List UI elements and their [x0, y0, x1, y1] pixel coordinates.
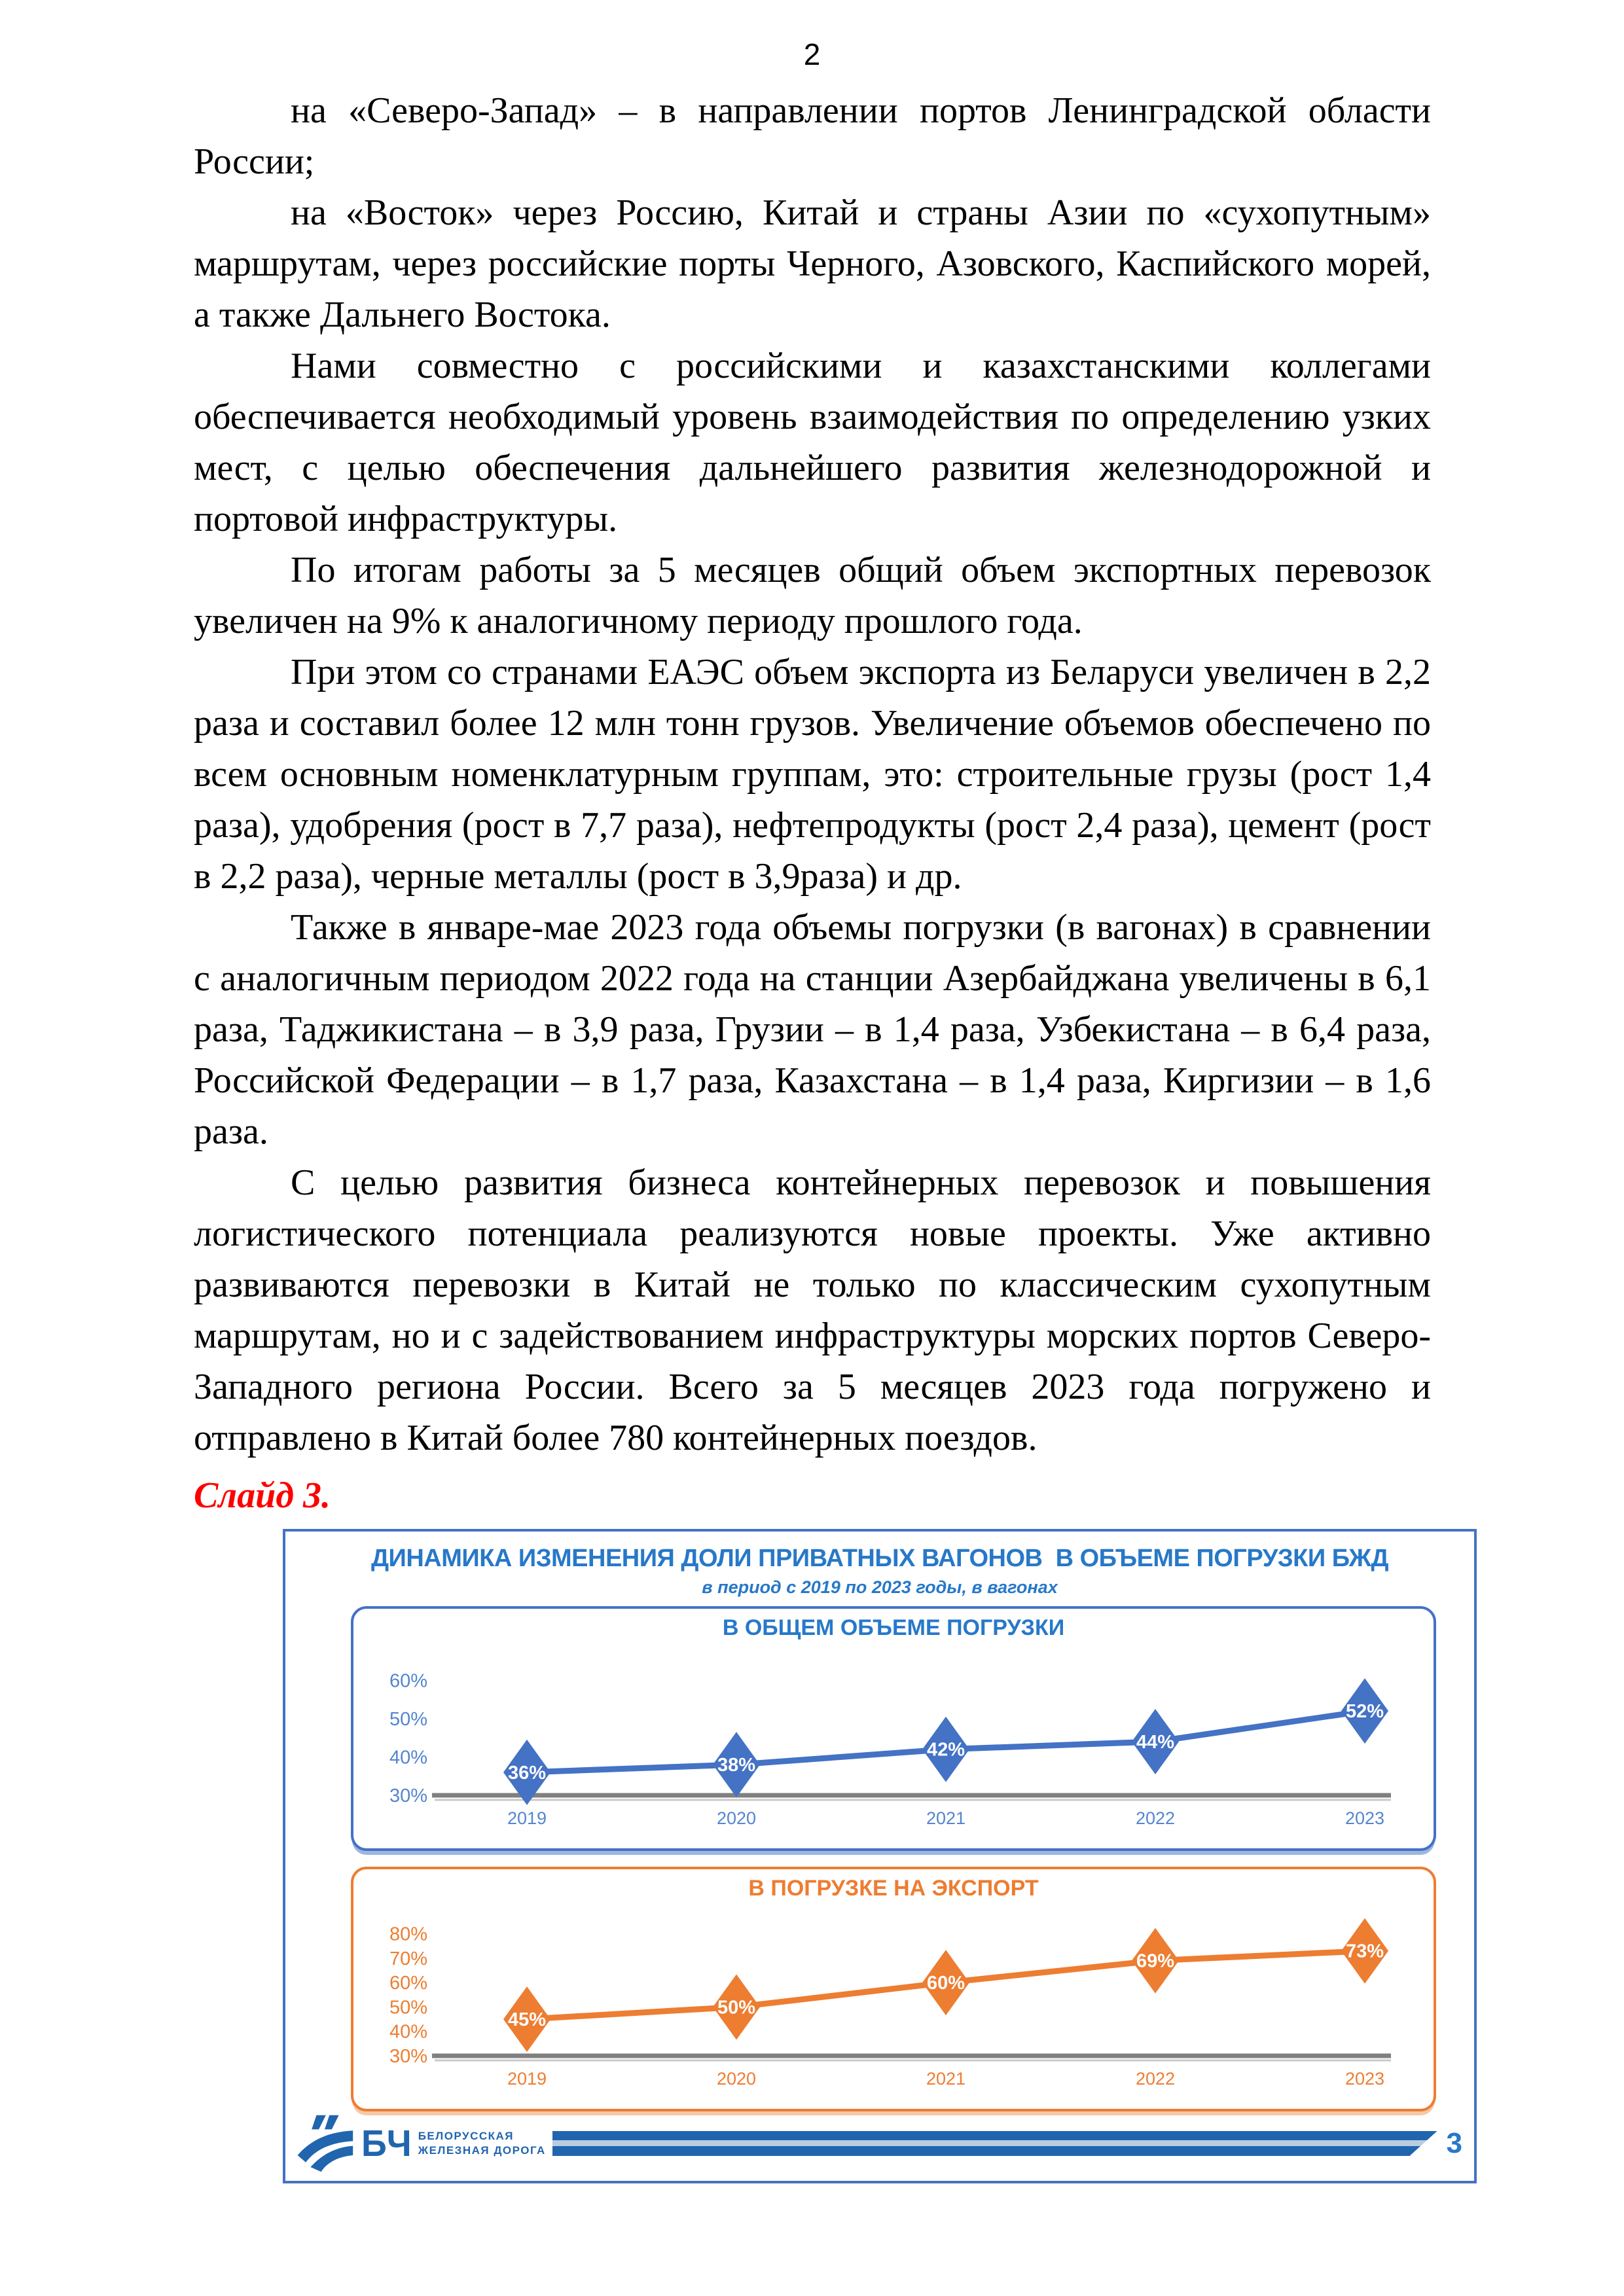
- footer-stripe-bar: [552, 2131, 1437, 2156]
- svg-text:2020: 2020: [716, 2069, 757, 2089]
- line-chart-export-loading: [370, 1902, 1417, 2098]
- svg-text:40%: 40%: [389, 2021, 427, 2043]
- slide-footer: [293, 2114, 1462, 2173]
- page-number: 2: [803, 37, 821, 71]
- svg-text:30%: 30%: [389, 1785, 427, 1806]
- slide-subtitle: в период с 2019 по 2023 годы, в вагонах: [702, 1577, 1058, 1597]
- bzd-logo-line2: ЖЕЛЕЗНАЯ ДОРОГА: [418, 2144, 546, 2157]
- bzd-logo-text: [418, 2129, 546, 2158]
- paragraph: Нами совместно с российскими и казахстанскими коллегами обеспечивается необходимый уровень взаимодействия по определению узких мест, с целью обеспечения дальнейшего развития железнодорожной и портовой инфраструктуры.: [194, 346, 1431, 539]
- bzd-logo-line1: БЕЛОРУССКАЯ: [418, 2130, 514, 2142]
- bzd-logo: [293, 2114, 546, 2173]
- svg-text:2019: 2019: [507, 1808, 547, 1828]
- paragraph: С целью развития бизнеса контейнерных перевозок и повышения логистического потенциала реализуются новые проекты. Уже активно развиваются перевозки в Китай не только по классическим сухопутным маршрутам, но и с задействованием инфраструктуры морских портов Северо-Западного региона России. Всего за 5 месяцев 2023 года погружено и отправлено в Китай более 780 контейнерных поездов.: [194, 1162, 1431, 1458]
- svg-text:2023: 2023: [1344, 2069, 1385, 2089]
- slide-page-number: 3: [1446, 2127, 1462, 2159]
- paragraph: По итогам работы за 5 месяцев общий объем экспортных перевозок увеличен на 9% к аналогичному периоду прошлого года.: [194, 550, 1431, 641]
- slide-title: ДИНАМИКА ИЗМЕНЕНИЯ ДОЛИ ПРИВАТНЫХ ВАГОНОВ В ОБЪЕМЕ ПОГРУЗКИ БЖД: [370, 1545, 1389, 1572]
- line-chart-total-loading: [370, 1641, 1417, 1838]
- svg-text:60%: 60%: [926, 1973, 965, 1994]
- bzd-logo-mark-icon: [293, 2114, 356, 2173]
- paragraph: При этом со странами ЕАЭС объем экспорта из Беларуси увеличен в 2,2 раза и составил более 12 млн тонн грузов. Увеличение объемов обеспечено по всем основным номенклатурным группам, это: строительные грузы (рост 1,4 раза), удобрения (рост в 7,7 раза), нефтепродукты (рост 2,4 раза), цемент (рост в 2,2 раза), черные металлы (рост в 3,9раза) и др.: [194, 652, 1431, 897]
- paragraph: на «Северо-Запад» – в направлении портов Ленинградской области России;: [194, 90, 1431, 182]
- document-body: [194, 85, 1431, 1463]
- svg-text:80%: 80%: [389, 1924, 427, 1945]
- bzd-logo-abbr: БЧ: [361, 2123, 413, 2164]
- svg-text:38%: 38%: [717, 1755, 756, 1776]
- svg-text:69%: 69%: [1136, 1950, 1175, 1972]
- chart-title: В ПОГРУЗКЕ НА ЭКСПОРТ: [748, 1876, 1039, 1901]
- chart-panel-total-loading: [351, 1606, 1436, 1851]
- svg-text:60%: 60%: [389, 1973, 427, 1994]
- svg-text:2022: 2022: [1135, 2069, 1176, 2089]
- svg-text:70%: 70%: [389, 1948, 427, 1969]
- chart-panel-export-loading: [351, 1867, 1436, 2111]
- svg-text:45%: 45%: [507, 2009, 547, 2031]
- chart-title: В ОБЩЕМ ОБЪЕМЕ ПОГРУЗКИ: [722, 1615, 1065, 1640]
- svg-text:40%: 40%: [389, 1747, 427, 1768]
- svg-text:2023: 2023: [1344, 1808, 1385, 1828]
- svg-text:50%: 50%: [717, 1997, 756, 2018]
- embedded-slide: [283, 1529, 1477, 2183]
- svg-text:60%: 60%: [389, 1670, 427, 1692]
- svg-text:2022: 2022: [1135, 1808, 1176, 1828]
- svg-text:42%: 42%: [926, 1739, 965, 1761]
- svg-text:36%: 36%: [507, 1762, 547, 1784]
- svg-text:50%: 50%: [389, 1997, 427, 2018]
- svg-text:2021: 2021: [926, 1808, 966, 1828]
- svg-text:2020: 2020: [716, 1808, 757, 1828]
- svg-text:2021: 2021: [926, 2069, 966, 2089]
- paragraph: на «Восток» через Россию, Китай и страны Азии по «сухопутным» маршрутам, через российские порты Черного, Азовского, Каспийского морей, а также Дальнего Востока.: [194, 192, 1431, 335]
- slide-label: Слайд 3.: [194, 1475, 331, 1516]
- svg-text:52%: 52%: [1345, 1701, 1384, 1723]
- svg-text:73%: 73%: [1345, 1941, 1384, 1962]
- svg-text:50%: 50%: [389, 1708, 427, 1730]
- svg-text:30%: 30%: [389, 2046, 427, 2067]
- svg-text:44%: 44%: [1136, 1732, 1175, 1753]
- svg-text:2019: 2019: [507, 2069, 547, 2089]
- paragraph: Также в январе-мае 2023 года объемы погрузки (в вагонах) в сравнении с аналогичным периодом 2022 года на станции Азербайджана увеличены в 6,1 раза, Таджикистана – в 3,9 раза, Грузии – в 1,4 раза, Узбекистана – в 6,4 раза, Российской Федерации – в 1,7 раза, Казахстана – в 1,4 раза, Киргизии – в 1,6 раза.: [194, 907, 1431, 1152]
